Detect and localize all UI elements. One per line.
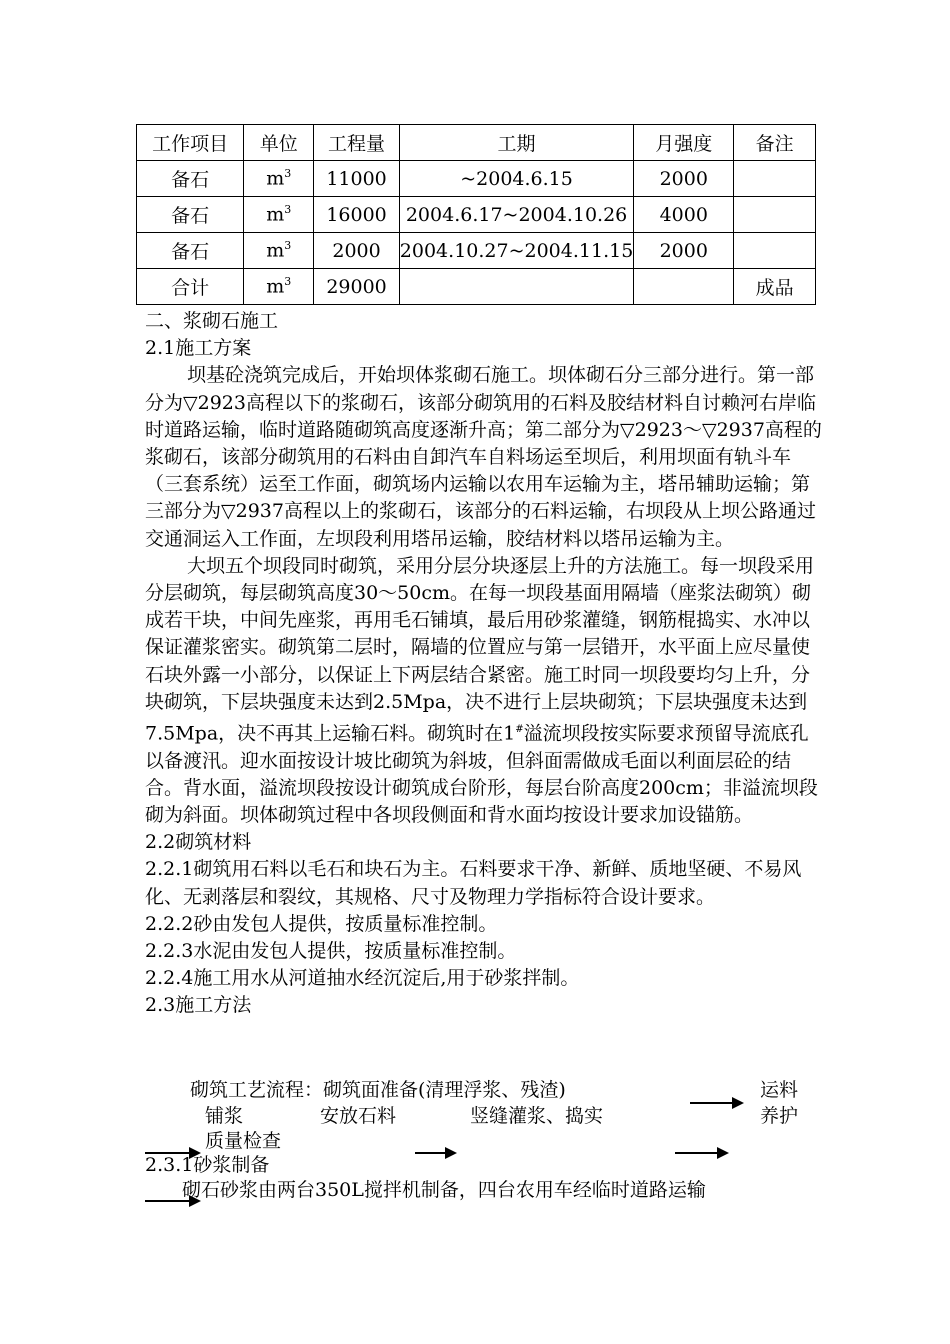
table-header-row (137, 125, 816, 161)
cell-period: 2004.10.27~2004.11.15 (399, 233, 634, 269)
paragraph: 大坝五个坝段同时砌筑，采用分层分块逐层上升的方法施工。每一坝段采用分层砌筑，每层砌筑高度30～50cm。在每一坝段基面用隔墙（座浆法砌筑）砌成若干块，中间先座浆，再用毛石铺填，最后用砂浆灌缝，钢筋棍捣实、水冲以保证灌浆密实。砌筑第二层时，隔墙的位置应与第一层错开，水平面上应尽量使石块外露一小部分，以保证上下两层结合紧密。施工时同一坝段要均匀上升，分块砌筑，下层块强度未达到2.5Mpa，决不进行上层块砌筑；下层块强度未达到7.5Mpa，决不再其上运输石料。砌筑时在1#溢流坝段按实际要求预留导流底孔以备渡汛。迎水面按设计坡比砌筑为斜坡，但斜面需做成毛面以利面层砼的结合。背水面，溢流坝段按设计砌筑成台阶形，每层台阶高度200cm；非溢流坝段砌为斜面。坝体砌筑过程中各坝段侧面和背水面均按设计要求加设锚筋。 (145, 554, 818, 826)
flow-step-place: 安放石料 (320, 1105, 397, 1127)
flow-line-1: 砌筑工艺流程：砌筑面准备(清理浮浆、残渣) (190, 1079, 566, 1101)
header-note: 备注 (734, 125, 816, 161)
flow-step-check: 质量检查 (205, 1130, 282, 1152)
cell-unit: $m^3$ (244, 161, 314, 197)
subsection-heading: 2.2砌筑材料 (145, 831, 252, 854)
cell-item: 备石 (137, 233, 244, 269)
flow-arrow (690, 1102, 742, 1104)
cell-qty: 29000 (314, 269, 400, 305)
subsection-heading: 2.3施工方法 (145, 994, 252, 1017)
table-row (137, 161, 816, 197)
paragraph: 坝基砼浇筑完成后，开始坝体浆砌石施工。坝体砌石分三部分进行。第一部分为▽2923高程以下的浆砌石，该部分砌筑用的石料及胶结材料自讨赖河右岸临时道路运输，临时道路随砌筑高度逐渐升高；第二部分为▽2923～▽2937高程的浆砌石，该部分砌筑用的石料由自卸汽车自料场运至坝后，利用坝面有轨斗车（三套系统）运至工作面，砌筑场内运输以农用车运输为主，塔吊辅助运输；第三部分为▽2937高程以上的浆砌石，该部分的石料运输，右坝段从上坝公路通过交通洞运入工作面，左坝段利用塔吊运输，胶结材料以塔吊运输为主。 (145, 364, 822, 550)
header-work-item: 工作项目 (137, 125, 244, 161)
cell-period (399, 269, 634, 305)
cell-item: 备石 (137, 161, 244, 197)
header-period: 工期 (399, 125, 634, 161)
cell-unit: $m^3$ (244, 269, 314, 305)
cell-period: ~2004.6.15 (399, 161, 634, 197)
section-heading: 二、浆砌石施工 (145, 310, 279, 332)
flow-arrow (675, 1152, 727, 1154)
subsection-heading: 2.1施工方案 (145, 337, 252, 360)
header-monthly-intensity: 月强度 (634, 125, 734, 161)
cell-period: 2004.6.17~2004.10.26 (399, 197, 634, 233)
cell-qty: 2000 (314, 233, 400, 269)
cell-intensity: 2000 (634, 233, 734, 269)
paragraph: 2.2.2砂由发包人提供，按质量标准控制。 (145, 912, 498, 935)
document-body (145, 308, 825, 1020)
paragraph: 2.2.4施工用水从河道抽水经沉淀后,用于砂浆拌制。 (145, 967, 580, 990)
cell-note: 成品 (734, 269, 816, 305)
cell-unit: $m^3$ (244, 197, 314, 233)
header-unit: 单位 (244, 125, 314, 161)
subsection-heading: 2.3.1砂浆制备 (145, 1154, 270, 1176)
flow-step-grout: 竖缝灌浆、捣实 (470, 1105, 604, 1127)
table-total-row (137, 269, 816, 305)
schedule-table (136, 124, 816, 305)
table-row (137, 197, 816, 233)
flow-step-bed: 铺浆 (205, 1105, 244, 1127)
cell-note (734, 197, 816, 233)
cell-intensity (634, 269, 734, 305)
header-quantity: 工程量 (314, 125, 400, 161)
table-row (137, 233, 816, 269)
cell-qty: 16000 (314, 197, 400, 233)
paragraph: 砌石砂浆由两台350L搅拌机制备，四台农用车经临时道路运输 (182, 1179, 706, 1201)
cell-qty: 11000 (314, 161, 400, 197)
flow-arrow (415, 1152, 455, 1154)
cell-intensity: 2000 (634, 161, 734, 197)
flow-step-transport: 运料 (760, 1079, 799, 1101)
cell-note (734, 233, 816, 269)
cell-item: 备石 (137, 197, 244, 233)
cell-item: 合计 (137, 269, 244, 305)
paragraph: 2.2.3水泥由发包人提供，按质量标准控制。 (145, 940, 517, 962)
paragraph: 2.2.1砌筑用石料以毛石和块石为主。石料要求干净、新鲜、质地坚硬、不易风化、无剥落层和裂纹，其规格、尺寸及物理力学指标符合设计要求。 (145, 858, 802, 908)
flow-step-cure: 养护 (760, 1105, 799, 1127)
cell-note (734, 161, 816, 197)
cell-unit: $m^3$ (244, 233, 314, 269)
cell-intensity: 4000 (634, 197, 734, 233)
